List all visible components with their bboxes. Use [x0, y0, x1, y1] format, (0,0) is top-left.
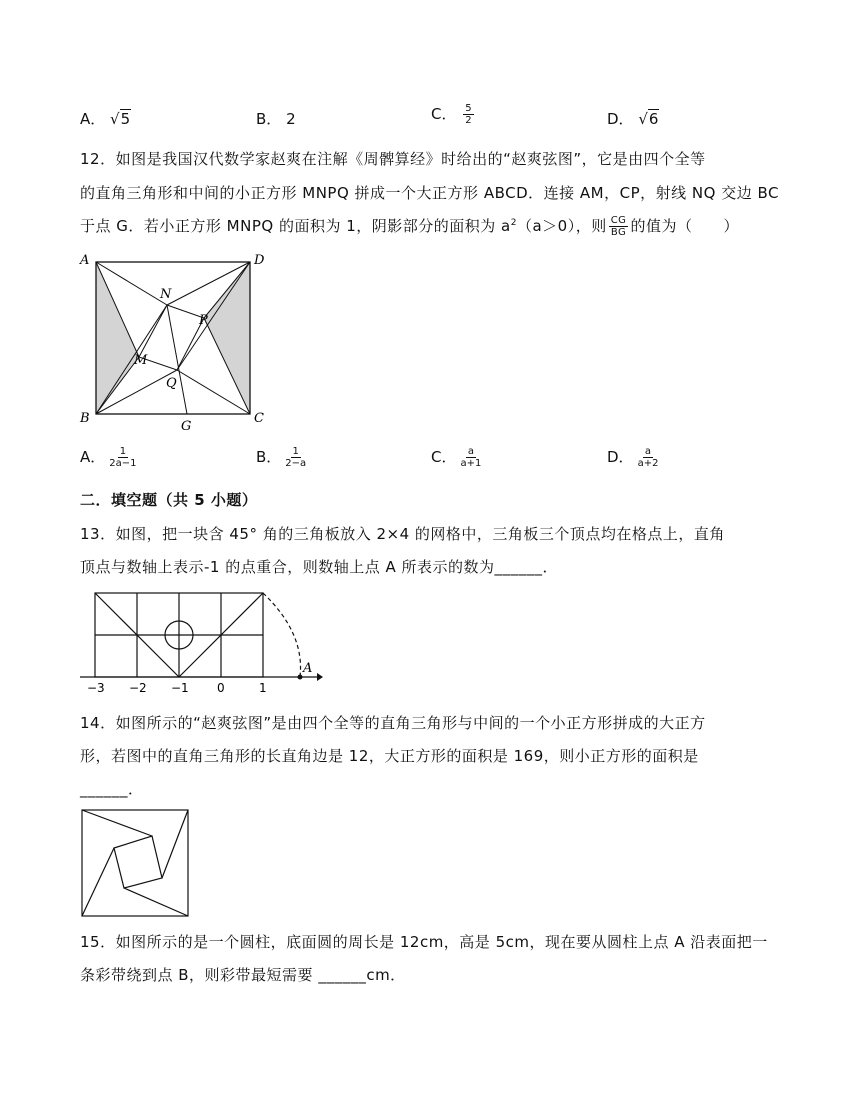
option-letter: C． — [431, 448, 457, 466]
option-letter: D． — [607, 448, 634, 466]
option-letter: C． — [431, 105, 457, 123]
sqrt-expression: √6 — [638, 110, 659, 128]
numerator: CG — [610, 215, 627, 226]
q12-line-3 — [80, 215, 739, 238]
grid-numberline-figure-q13 — [75, 588, 325, 698]
sqrt-expression: √5 — [110, 110, 131, 128]
fraction — [458, 446, 483, 469]
option-letter: D． — [607, 110, 634, 128]
option-value: 2 — [286, 110, 296, 128]
q12-line-3a: 于点 G．若小正方形 MNPQ 的面积为 1，阴影部分的面积为 a — [80, 217, 511, 235]
option-letter: A． — [80, 110, 106, 128]
point-a-label: A — [303, 661, 313, 676]
label-p: P — [199, 313, 208, 328]
denominator: 2a−1 — [109, 458, 137, 469]
q15-line-2: 条彩带绕到点 B，则彩带最短需要 ______cm． — [80, 966, 406, 984]
q12-option-d — [607, 446, 662, 469]
superscript: 2 — [510, 218, 517, 228]
label-c: C — [254, 411, 264, 426]
q11-option-b — [256, 108, 296, 129]
zhao-shuang-figure-q12 — [74, 250, 274, 435]
q12-line-2: 的直角三角形和中间的小正方形 MNPQ 拼成一个大正方形 ABCD．连接 AM，CP，射线 NQ 交边 BC — [80, 184, 779, 202]
q11-option-c — [431, 103, 476, 126]
denominator: BG — [610, 227, 627, 238]
shaded-left — [96, 262, 139, 414]
q15-line-1: 15．如图所示的是一个圆柱，底面圆的周长是 12cm，高是 5cm，现在要从圆柱上点 A 沿表面把一 — [80, 933, 768, 951]
option-letter: B． — [256, 110, 282, 128]
numerator: 5 — [465, 103, 472, 114]
fraction — [636, 446, 661, 469]
tick-label: −1 — [171, 681, 189, 695]
tick-label: −2 — [129, 681, 147, 695]
arrow-head — [317, 673, 323, 681]
q12-line-3b: （a＞0），则 — [516, 217, 607, 235]
fraction — [463, 103, 473, 126]
q14-line-2: 形，若图中的直角三角形的长直角边是 12，大正方形的面积是 169，则小正方形的面积是 — [80, 747, 699, 765]
q11-option-d — [607, 108, 659, 129]
denominator: a+1 — [460, 458, 482, 469]
fraction — [283, 446, 308, 469]
shaded-right — [204, 262, 250, 414]
radicand: 5 — [120, 110, 131, 128]
numerator: a — [644, 446, 652, 457]
zhao-shuang-figure-q14 — [78, 806, 193, 921]
tick-label: −3 — [87, 681, 105, 695]
option-letter: A． — [80, 448, 106, 466]
label-d: D — [254, 253, 265, 268]
radicand: 6 — [648, 110, 659, 128]
q11-option-a — [80, 108, 131, 129]
label-m: M — [134, 353, 148, 368]
label-a: A — [80, 253, 90, 268]
q13-line-2: 顶点与数轴上表示-1 的点重合，则数轴上点 A 所表示的数为______． — [80, 558, 559, 576]
tick-label: 0 — [217, 681, 225, 695]
denominator: 2−a — [285, 458, 307, 469]
option-letter: B． — [256, 448, 282, 466]
label-n: N — [160, 287, 172, 302]
denominator: a+2 — [637, 458, 659, 469]
numerator: 1 — [119, 446, 127, 457]
fraction — [107, 446, 138, 469]
q12-option-b — [256, 446, 310, 469]
q12-option-a — [80, 446, 141, 469]
label-b: B — [80, 411, 90, 426]
label-g: G — [181, 419, 192, 434]
denominator: 2 — [465, 115, 472, 126]
tick-label: 1 — [259, 681, 267, 695]
q14-line-3: ______． — [80, 780, 144, 798]
numerator: a — [467, 446, 474, 457]
point-a-dot — [298, 675, 303, 680]
q12-option-c — [431, 446, 485, 469]
q14-line-1: 14．如图所示的“赵爽弦图”是由四个全等的直角三角形与中间的一个小正方形拼成的大正方 — [80, 714, 706, 732]
q12-line-3c: 的值为（ ） — [630, 217, 739, 235]
label-q: Q — [166, 376, 177, 391]
fraction — [609, 215, 629, 238]
q12-line-1: 12．如图是我国汉代数学家赵爽在注解《周髀算经》时给出的“赵爽弦图”，它是由四个全等 — [80, 150, 706, 168]
section-title: 二．填空题（共 5 小题） — [80, 491, 258, 509]
q13-line-1: 13．如图，把一块含 45° 角的三角板放入 2×4 的网格中，三角板三个顶点均在格点上，直角 — [80, 525, 725, 543]
numerator: 1 — [292, 446, 299, 457]
